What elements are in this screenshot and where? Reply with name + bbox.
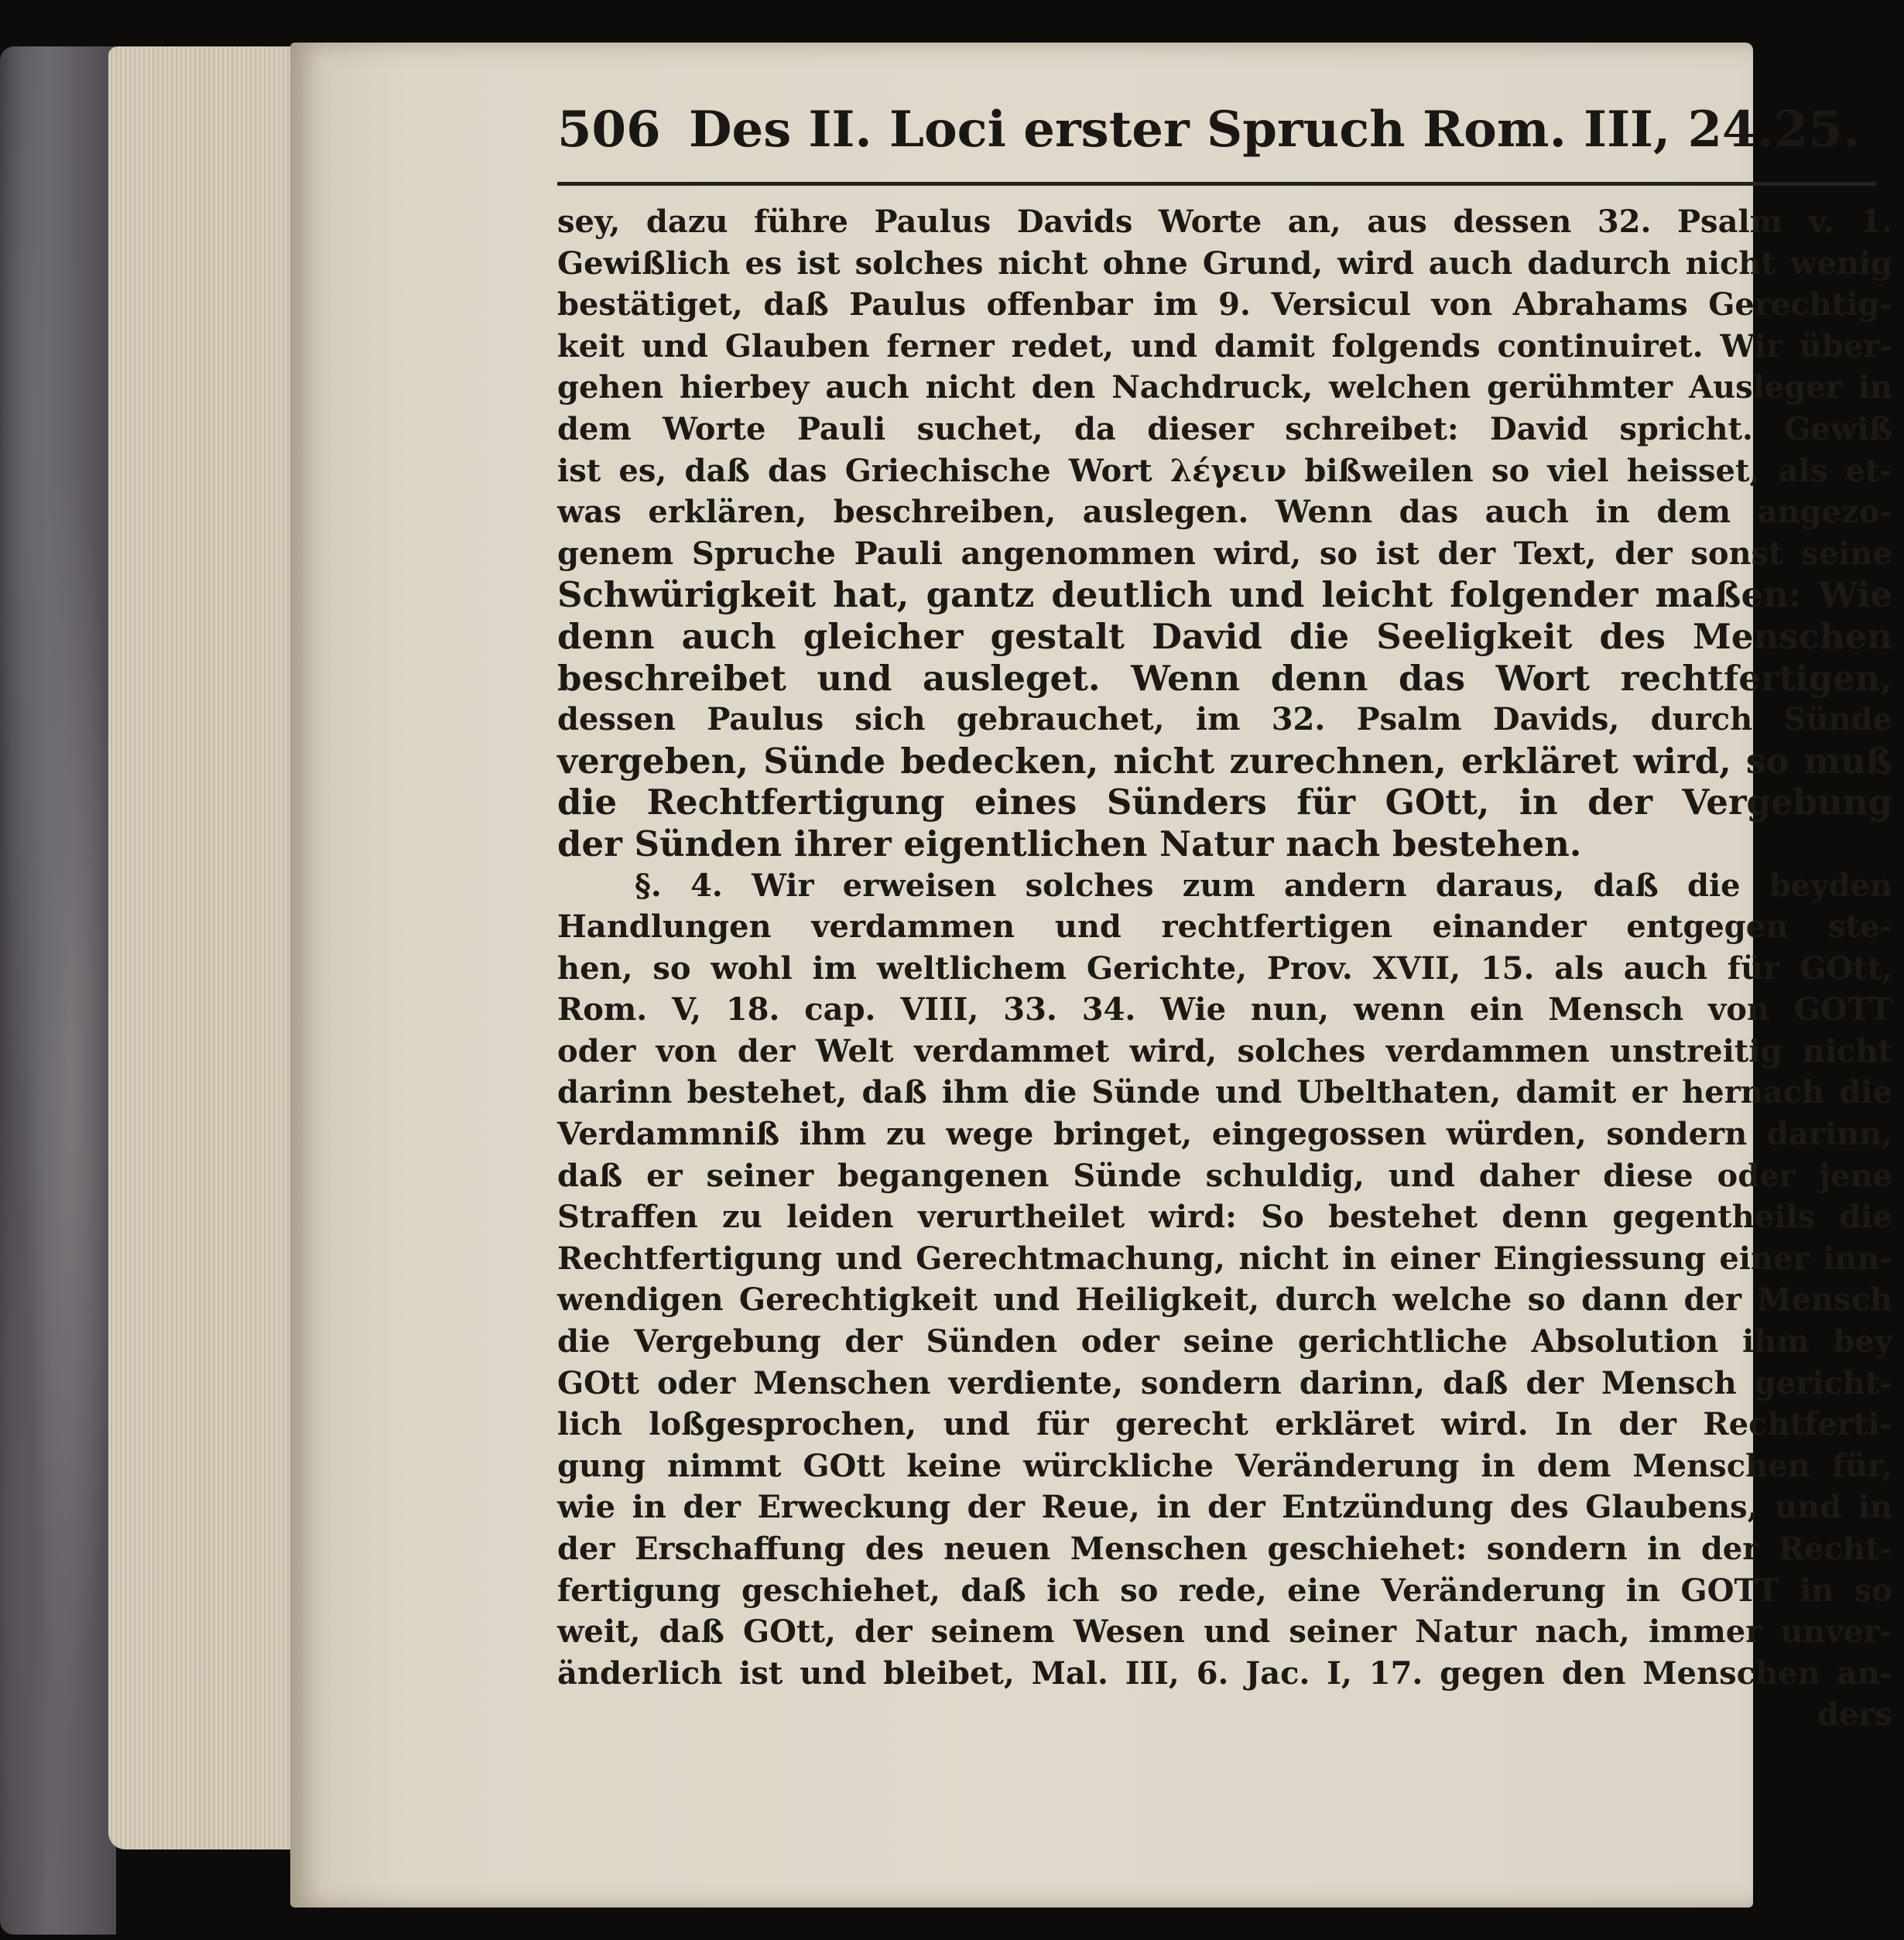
text-line: GOtt oder Menschen verdiente, sondern darinn, daß der Mensch gericht-: [557, 1364, 1892, 1401]
text-line: dessen Paulus sich gebrauchet, im 32. Psalm Davids, durch Sünde: [557, 701, 1892, 738]
text-line: wie in der Erweckung der Reue, in der Entzündung des Glaubens, und in: [557, 1489, 1892, 1526]
text-line: lich loßgesprochen, und für gerecht erkläret wird. In der Rechtferti-: [557, 1406, 1892, 1443]
page-content: [557, 93, 1904, 1733]
running-title: Des II. Loci erster Spruch Rom. III, 24.25.: [689, 101, 1861, 159]
text-line: fertigung geschiehet, daß ich so rede, eine Veränderung in GOTT in so: [557, 1572, 1892, 1609]
catchword: ders: [1817, 1696, 1892, 1733]
text-line: bestätiget, daß Paulus offenbar im 9. Versicul von Abrahams Gerechtig-: [557, 286, 1892, 323]
book-page: [290, 43, 1892, 1907]
body-text: [557, 201, 1892, 1736]
text-line: keit und Glauben ferner redet, und damit folgends continuiret. Wir über-: [557, 327, 1892, 364]
text-line: vergeben, Sünde bedecken, nicht zurechnen, erkläret wird, so muß: [557, 740, 1892, 782]
text-line: ist es, daß das Griechische Wort λέγειν bißweilen so viel heisset, als et-: [557, 452, 1892, 489]
text-line: Rom. V, 18. cap. VIII, 33. 34. Wie nun, wenn ein Mensch von GOTT: [557, 991, 1892, 1028]
text-line: gung nimmt GOtt keine würckliche Veränderung in dem Menschen für,: [557, 1447, 1892, 1484]
text-line: die Rechtfertigung eines Sünders für GOtt, in der Vergebung: [557, 782, 1892, 823]
text-line: was erklären, beschreiben, auslegen. Wenn das auch in dem angezo-: [557, 494, 1892, 531]
text-line: wendigen Gerechtigkeit und Heiligkeit, durch welche so dann der Mensch: [557, 1281, 1892, 1319]
text-line: gehen hierbey auch nicht den Nachdruck, welchen gerühmter Ausleger in: [557, 369, 1892, 406]
text-line: beschreibet und ausleget. Wenn denn das Wort rechtfertigen,: [557, 657, 1892, 699]
running-head: [557, 93, 1904, 178]
text-line: Schwürigkeit hat, gantz deutlich und leicht folgender maßen: Wie: [557, 574, 1892, 616]
text-line: Verdammniß ihm zu wege bringet, eingegossen würden, sondern darinn,: [557, 1116, 1892, 1153]
text-line: Rechtfertigung und Gerechtmachung, nicht in einer Eingiessung einer inn-: [557, 1240, 1892, 1277]
text-line: sey, dazu führe Paulus Davids Worte an, aus dessen 32. Psalm v. 1.: [557, 204, 1892, 240]
text-line: darinn bestehet, daß ihm die Sünde und Ubelthaten, damit er hernach die: [557, 1074, 1892, 1111]
text-line: daß er seiner begangenen Sünde schuldig, und daher diese oder jene: [557, 1157, 1892, 1194]
text-line: oder von der Welt verdammet wird, solches verdammen unstreitig nicht: [557, 1032, 1892, 1069]
text-line: die Vergebung der Sünden oder seine gerichtliche Absolution ihm bey: [557, 1323, 1892, 1360]
text-line: Handlungen verdammen und rechtfertigen einander entgegen ste-: [557, 908, 1892, 946]
text-line: der Sünden ihrer eigentlichen Natur nach bestehen.: [557, 823, 1582, 864]
text-line: änderlich ist und bleibet, Mal. III, 6. Jac. I, 17. gegen den Menschen an-: [557, 1654, 1892, 1692]
text-line: Gewißlich es ist solches nicht ohne Grund, wird auch dadurch nicht wenig: [557, 245, 1892, 282]
text-line: der Erschaffung des neuen Menschen geschiehet: sondern in der Recht-: [557, 1531, 1892, 1567]
header-rule: [557, 182, 1877, 186]
text-line: §. 4. Wir erweisen solches zum andern daraus, daß die beyden: [635, 867, 1892, 904]
page-block-edge: [108, 46, 294, 1849]
text-line: dem Worte Pauli suchet, da dieser schreibet: David spricht. Gewiß: [557, 410, 1892, 447]
text-line: denn auch gleicher gestalt David die Seeligkeit des Menschen: [557, 615, 1892, 657]
text-line: Straffen zu leiden verurtheilet wird: So bestehet denn gegentheils die: [557, 1199, 1892, 1236]
page-number: 506: [557, 101, 661, 159]
text-line: hen, so wohl im weltlichem Gerichte, Prov. XVII, 15. als auch für GOtt,: [557, 949, 1892, 987]
text-line: weit, daß GOtt, der seinem Wesen und seiner Natur nach, immer unver-: [557, 1613, 1892, 1651]
text-line: genem Spruche Pauli angenommen wird, so ist der Text, der sonst seine: [557, 535, 1892, 572]
marbled-cover: [0, 46, 116, 1935]
